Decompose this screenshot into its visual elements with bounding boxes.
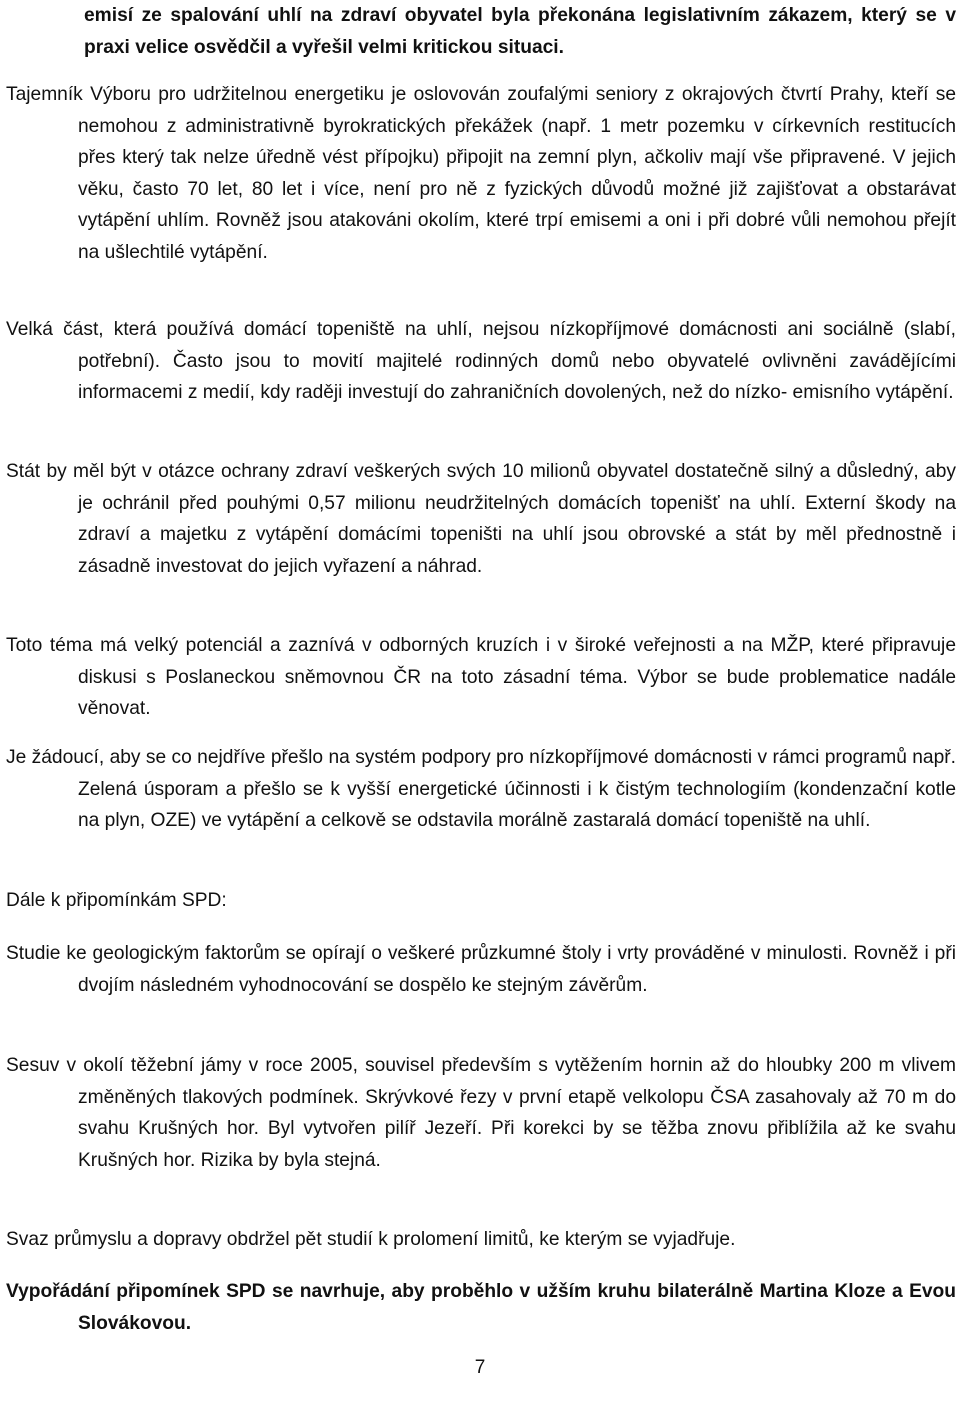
paragraph-6: Je žádoucí, aby se co nejdříve přešlo na systém podpory pro nízkopříjmové domácnosti v rámci programů např. Zelená úsporam a přešlo se k vyšší energetické účinnosti i k čistým technologiím (kondenzační kotle na plyn, OZE) ve vytápění a celkově se odstavila morálně zastaralá domácí topeniště na uhlí. (6, 747, 956, 832)
paragraph-1: emisí ze spalování uhlí na zdraví obyvatel byla překonána legislativním zákazem, který se v praxi velice osvědčil a vyřešil velmi kritickou situaci. (84, 5, 956, 58)
paragraph-3: Velká část, která používá domácí topeniště na uhlí, nejsou nízkopříjmové domácnosti ani sociálně (slabí, potřební). Často jsou to movití majitelé rodinných domů nebo obyvatelé ovlivněni zavádějícími informacemi z medií, kdy raději investují do zahraničních dovolených, než do nízko- emisního vytápění. (6, 319, 956, 404)
paragraph-4: Stát by měl být v otázce ochrany zdraví veškerých svých 10 milionů obyvatel dostatečně silný a důsledný, aby je ochránil před pouhými 0,57 milionu neudržitelných domácích topenišť na uhlí. Externí škody na zdraví a majetku z vytápění domácími topeništi na uhlí jsou obrovské a stát by měl přednostně i zásadně investovat do jejich vyřazení a náhrad. (6, 461, 956, 577)
paragraph-10: Svaz průmyslu a dopravy obdržel pět studií k prolomení limitů, ke kterým se vyjadřuje. (6, 1229, 736, 1250)
paragraph-2: Tajemník Výboru pro udržitelnou energetiku je oslovován zoufalými seniory z okrajových čtvrtí Prahy, kteří se nemohou z administrativně byrokratických překážek (např. 1 metr pozemku v církevních restitucích přes který tak nelze úředně vést přípojku) připojit na zemní plyn, ačkoliv mají vše připravené. V jejich věku, často 70 let, 80 let i více, není pro ně z fyzických důvodů možné již zajišťovat a obstarávat vytápění uhlím. Rovněž jsou atakováni okolím, které trpí emisemi a oni i při dobré vůli nemohou přejít na ušlechtilé vytápění. (6, 84, 956, 263)
paragraph-11: Vypořádání připomínek SPD se navrhuje, aby proběhlo v užším kruhu bilaterálně Martina Kloze a Evou Slovákovou. (6, 1281, 956, 1334)
page-number: 7 (474, 1357, 486, 1378)
paragraph-5: Toto téma má velký potenciál a zaznívá v odborných kruzích i v široké veřejnosti a na MŽP, které připravuje diskusi s Poslaneckou sněmovnou ČR na toto zásadní téma. Výbor se bude problematice nadále věnovat. (6, 635, 956, 720)
paragraph-7: Dále k připomínkám SPD: (6, 890, 227, 911)
paragraph-9: Sesuv v okolí těžební jámy v roce 2005, souvisel především s vytěžením hornin až do hloubky 200 m vlivem změněných tlakových podmínek. Skrývkové řezy v první etapě velkolopu ČSA zasahovaly až 70 m do svahu Krušných hor. Byl vytvořen pilíř Jezeří. Při korekci by se těžba znovu přiblížila až ke svahu Krušných hor. Rizika by byla stejná. (6, 1055, 956, 1171)
paragraph-8: Studie ke geologickým faktorům se opírají o veškeré průzkumné štoly i vrty prováděné v minulosti. Rovněž i při dvojím následném vyhodnocování se dospělo ke stejným závěrům. (6, 943, 956, 996)
